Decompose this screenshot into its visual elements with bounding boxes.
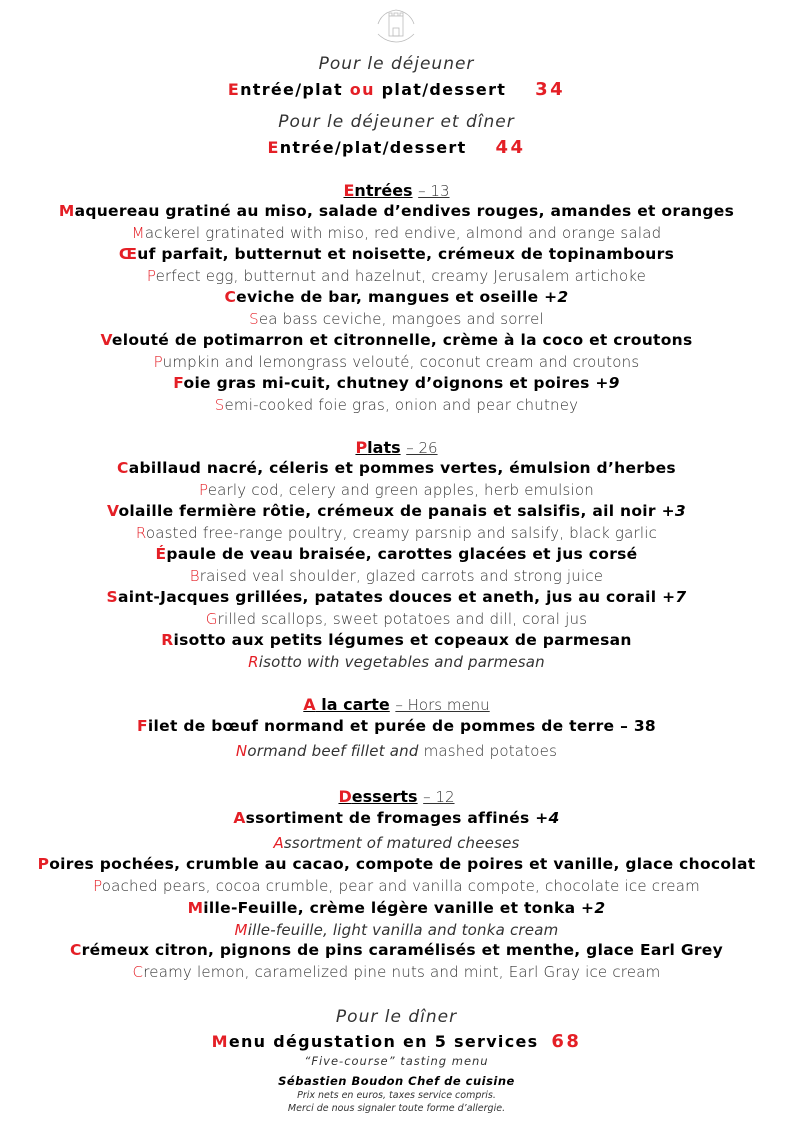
lunch-label: Pour le déjeuner — [318, 54, 475, 74]
plats-title: Plats — [355, 438, 401, 457]
initial-letter: M — [234, 921, 248, 939]
supplement-price: +3 — [655, 502, 686, 520]
item-name: paule de veau braisée, carottes glacées et jus corsé — [166, 545, 638, 563]
entree-item-fr — [0, 245, 793, 263]
price-note: Prix nets en euros, taxes service compris. — [297, 1090, 496, 1101]
item-name: oie gras mi-cuit, chutney d’oignons et poires — [183, 374, 590, 392]
initial-letter: P — [93, 877, 102, 895]
initial-letter: R — [135, 524, 146, 542]
plat-item-en — [0, 653, 793, 671]
initial-letter: V — [100, 331, 112, 349]
item-name: isotto aux petits légumes et copeaux de parmesan — [173, 631, 632, 649]
initial-letter: R — [248, 653, 259, 671]
item-name: uf parfait, butternut et noisette, crémeux de topinambours — [137, 245, 675, 263]
lunch-dinner-label: Pour le déjeuner et dîner — [278, 112, 515, 132]
plat-item-fr — [0, 459, 793, 477]
initial-letter: G — [205, 610, 218, 628]
item-translation: raised veal shoulder, glazed carrots and strong juice — [199, 567, 604, 585]
dessert-item-fr — [0, 941, 793, 959]
item-name: aquereau gratiné au miso, salade d’endives rouges, amandes et oranges — [74, 202, 735, 220]
entrees-heading — [0, 181, 793, 200]
initial-letter: S — [106, 588, 118, 606]
item-name: abillaud nacré, céleris et pommes vertes, émulsion d’herbes — [128, 459, 676, 477]
initial-letter: A — [233, 809, 246, 827]
initial-letter: P — [146, 267, 156, 285]
dessert-item-fr — [0, 899, 793, 917]
dinner-label: Pour le dîner — [335, 1007, 458, 1027]
tasting-menu — [0, 1031, 793, 1052]
entree-item-en — [0, 310, 793, 328]
initial-letter: M — [187, 899, 204, 917]
initial-letter: F — [173, 374, 184, 392]
plat-item-fr — [0, 588, 793, 606]
tasting-en: “Five-course” tasting menu — [304, 1054, 489, 1068]
carte-subtitle: – Hors menu — [395, 696, 490, 714]
entree-item-fr — [0, 374, 793, 392]
item-translation: oached pears, cocoa crumble, pear and vanilla compote, chocolate ice cream — [101, 877, 700, 895]
item-name: ille-Feuille, crème légère vanille et tonka — [203, 899, 576, 917]
item-translation: ssortment of matured cheeses — [283, 834, 520, 852]
plat-item-fr — [0, 545, 793, 563]
supplement-price: +4 — [529, 809, 560, 827]
plat-item-en — [0, 481, 793, 499]
item-name: rémeux citron, pignons de pins caramélisés et menthe, glace Earl Grey — [81, 941, 724, 959]
item-translation: rilled scallops, sweet potatoes and dill, coral jus — [217, 610, 588, 628]
lunch-price: 34 — [535, 79, 566, 100]
item-name: aint-Jacques grillées, patates douces et aneth, jus au corail — [118, 588, 657, 606]
initial-letter: R — [161, 631, 174, 649]
initial-letter: C — [69, 941, 82, 959]
lunch-dinner-menu-text: Entrée/plat/dessert — [267, 138, 467, 157]
item-name: elouté de potimarron et citronnelle, crème à la coco et croutons — [111, 331, 693, 349]
initial-letter: B — [189, 567, 200, 585]
carte-title: A la carte — [303, 695, 390, 714]
item-translation: oasted free-range poultry, creamy parsnip and salsify, black garlic — [145, 524, 658, 542]
supplement-price: +7 — [656, 588, 687, 606]
initial-letter: M — [131, 224, 145, 242]
supplement-price: +2 — [538, 288, 569, 306]
plat-item-en — [0, 610, 793, 628]
dessert-item-en — [0, 921, 793, 939]
initial-letter: É — [155, 545, 167, 563]
item-translation: isotto with vegetables and parmesan — [258, 653, 545, 671]
desserts-heading — [0, 787, 793, 806]
initial-letter: V — [107, 502, 119, 520]
desserts-title: Desserts — [338, 787, 418, 806]
item-translation: ille-feuille, light vanilla and tonka cream — [247, 921, 559, 939]
initial-letter: C — [117, 459, 129, 477]
carte-item-fr: Filet de bœuf normand et purée de pommes de terre – 38 — [137, 717, 656, 735]
plats-price: – 26 — [406, 439, 438, 457]
initial-letter: Œ — [118, 245, 138, 263]
supplement-price: +2 — [575, 899, 606, 917]
initial-letter: M — [58, 202, 75, 220]
lunch-menu-text: Entrée/plat ou plat/dessert — [227, 80, 507, 99]
item-name: oires pochées, crumble au cacao, compote de poires et vanille, glace chocolat — [49, 855, 756, 873]
carte-item-en: Normand beef fillet and mashed potatoes — [235, 742, 558, 760]
plat-item-fr — [0, 631, 793, 649]
chef-name: Sébastien Boudon Chef de cuisine — [278, 1074, 515, 1088]
entree-item-en — [0, 353, 793, 371]
item-translation: erfect egg, butternut and hazelnut, creamy Jerusalem artichoke — [155, 267, 647, 285]
plat-item-fr — [0, 502, 793, 520]
plat-item-en — [0, 524, 793, 542]
entree-item-en — [0, 224, 793, 242]
initial-letter: S — [214, 396, 225, 414]
item-translation: ea bass ceviche, mangoes and sorrel — [258, 310, 544, 328]
entree-item-fr — [0, 331, 793, 349]
entree-item-en — [0, 267, 793, 285]
entree-item-fr — [0, 202, 793, 220]
entree-item-fr — [0, 288, 793, 306]
initial-letter: P — [37, 855, 50, 873]
item-translation: reamy lemon, caramelized pine nuts and mint, Earl Gray ice cream — [143, 963, 661, 981]
item-translation: ackerel gratinated with miso, red endive, almond and orange salad — [144, 224, 662, 242]
lunch-menu — [0, 79, 793, 100]
desserts-price: – 12 — [423, 788, 455, 806]
lunch-dinner-menu — [0, 137, 793, 158]
item-name: eviche de bar, mangues et oseille — [236, 288, 539, 306]
item-translation: umpkin and lemongrass velouté, coconut cream and croutons — [162, 353, 640, 371]
lunch-dinner-price: 44 — [495, 137, 526, 158]
tasting-price: 68 — [551, 1031, 582, 1052]
carte-heading — [0, 695, 793, 714]
initial-letter: S — [249, 310, 259, 328]
dessert-item-en — [0, 834, 793, 852]
dessert-item-en — [0, 877, 793, 895]
allergy-note: Merci de nous signaler toute forme d’allergie. — [287, 1103, 506, 1114]
initial-letter: C — [132, 963, 144, 981]
tasting-menu-text: Menu dégustation en 5 services — [211, 1032, 539, 1051]
dessert-item-fr — [0, 855, 793, 873]
supplement-price: +9 — [589, 374, 620, 392]
item-name: ssortiment de fromages affinés — [245, 809, 530, 827]
castle-crest-icon — [372, 6, 420, 46]
item-name: olaille fermière rôtie, crémeux de panais et salsifis, ail noir — [118, 502, 656, 520]
initial-letter: P — [199, 481, 208, 499]
dessert-item-en — [0, 963, 793, 981]
initial-letter: P — [153, 353, 163, 371]
entrees-title: Entrées — [343, 181, 413, 200]
initial-letter: A — [273, 834, 284, 852]
item-translation: emi-cooked foie gras, onion and pear chutney — [224, 396, 579, 414]
initial-letter: C — [224, 288, 237, 306]
entree-item-en — [0, 396, 793, 414]
plats-heading — [0, 438, 793, 457]
item-translation: early cod, celery and green apples, herb emulsion — [207, 481, 594, 499]
plat-item-en — [0, 567, 793, 585]
entrees-price: – 13 — [418, 182, 450, 200]
dessert-item-fr — [0, 809, 793, 827]
